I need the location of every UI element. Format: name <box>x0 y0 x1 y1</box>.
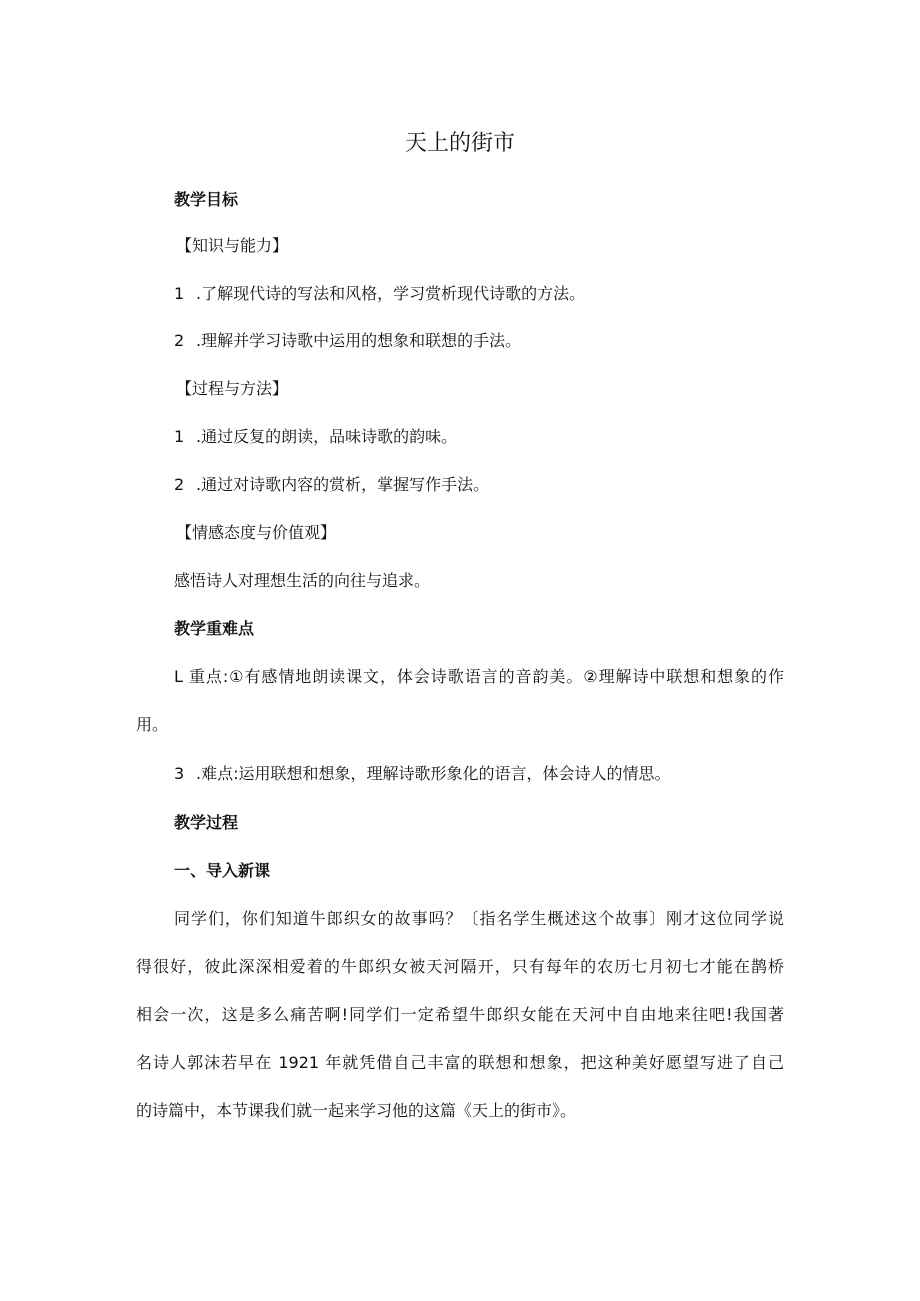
emotion-label: 【情感态度与价值观】 <box>176 523 337 542</box>
intro-paragraph-line-2: 得很好，彼此深深相爱着的牛郎织女被天河隔开，只有每年的农历七月初七才能在鹊桥 <box>136 957 784 976</box>
intro-paragraph-line-3: 相会一次，这是多么痛苦啊!同学们一定希望牛郎织女能在天河中自由地来往吧!我国著 <box>136 1005 784 1024</box>
document-title: 天上的街市 <box>404 131 515 156</box>
process-item-1 <box>174 427 457 447</box>
process-item-1-text: .通过反复的朗读，品味诗歌的韵味。 <box>196 427 458 446</box>
teaching-process-heading: 教学过程 <box>174 813 239 832</box>
knowledge-item-2-text: .理解并学习诗歌中运用的想象和联想的手法。 <box>196 331 522 350</box>
knowledge-item-2-number: 2 <box>174 331 185 350</box>
intro-paragraph-line-5: 的诗篇中，本节课我们就一起来学习他的这篇《天上的街市》。 <box>136 1101 577 1120</box>
process-item-2-number: 2 <box>174 475 185 494</box>
knowledge-item-1-number: 1 <box>174 284 185 303</box>
process-method-label: 【过程与方法】 <box>176 379 289 398</box>
key-point-1-line-2: 用。 <box>136 715 169 734</box>
key-point-2-number: 3 <box>174 764 185 783</box>
intro-paragraph-line-1: 同学们，你们知道牛郎织女的故事吗？〔指名学生概述这个故事〕刚才这位同学说 <box>174 909 784 928</box>
process-item-2 <box>174 475 489 495</box>
process-item-2-text: .通过对诗歌内容的赏析，掌握写作手法。 <box>196 475 490 494</box>
knowledge-label: 【知识与能力】 <box>176 236 289 255</box>
key-point-2 <box>174 764 670 784</box>
knowledge-item-1 <box>174 284 585 304</box>
key-points-heading: 教学重难点 <box>174 619 255 638</box>
knowledge-item-1-text: .了解现代诗的写法和风格，学习赏析现代诗歌的方法。 <box>196 284 586 303</box>
knowledge-item-2 <box>174 331 521 351</box>
section-intro-heading: 一、导入新课 <box>174 861 271 880</box>
key-point-1-line-1: L 重点:①有感情地朗读课文，体会诗歌语言的音韵美。②理解诗中联想和想象的作 <box>174 667 784 686</box>
emotion-text: 感悟诗人对理想生活的向往与追求。 <box>174 571 431 590</box>
process-item-1-number: 1 <box>174 427 185 446</box>
intro-paragraph-line-4: 名诗人郭沫若早在 1921 年就凭借自己丰富的联想和想象，把这种美好愿望写进了自己 <box>136 1053 784 1072</box>
goals-heading: 教学目标 <box>174 190 239 209</box>
key-point-2-text: .难点:运用联想和想象，理解诗歌形象化的语言，体会诗人的情思。 <box>196 764 671 783</box>
